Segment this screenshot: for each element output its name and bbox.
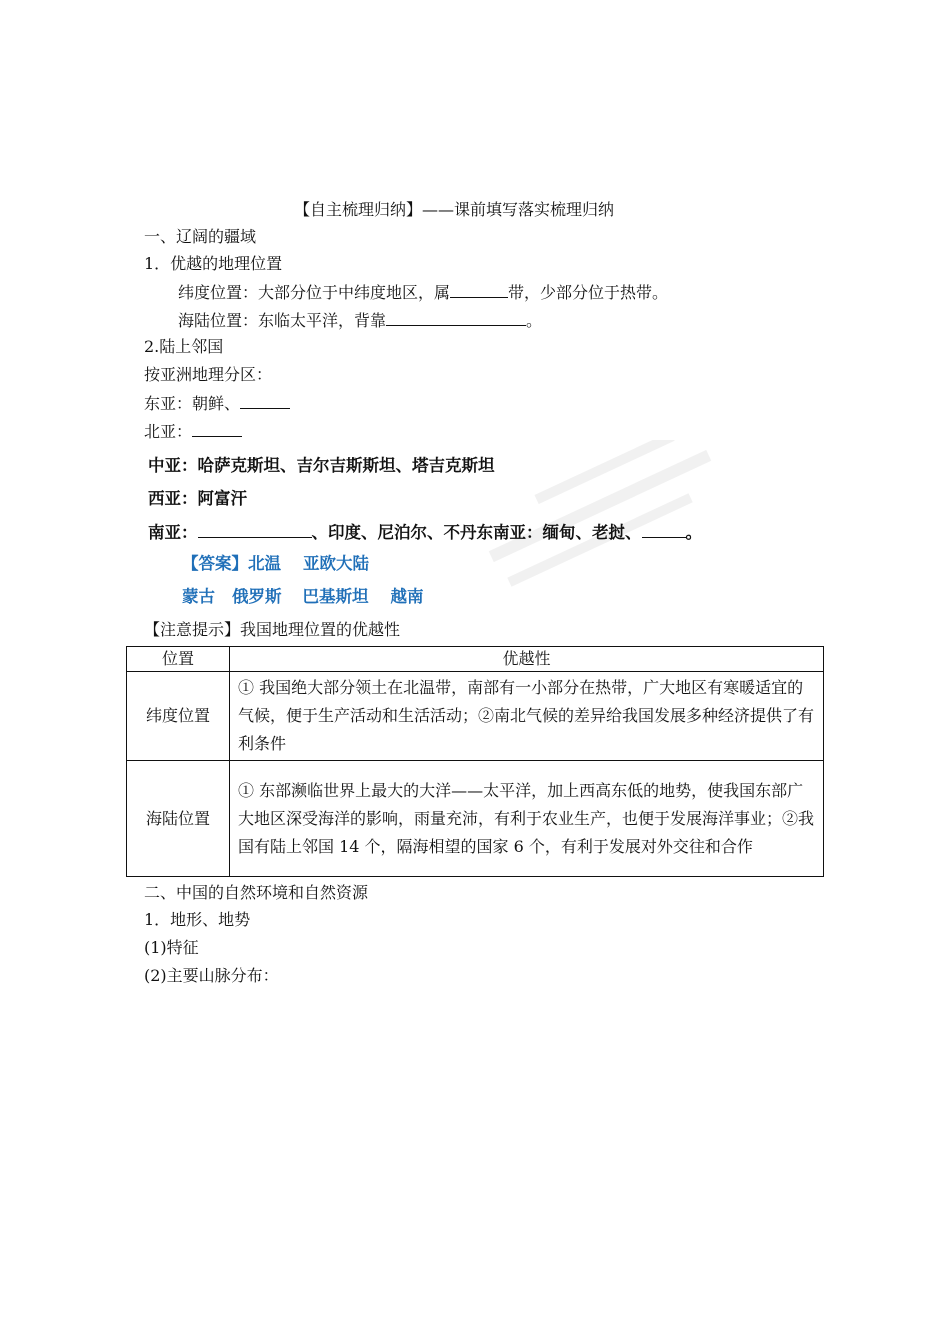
answer-value: 亚欧大陆 bbox=[303, 554, 369, 573]
table-header-row bbox=[127, 647, 824, 672]
answer-value: 巴基斯坦 bbox=[302, 587, 369, 606]
south-asia-middle: 、印度、尼泊尔、不丹东南亚：缅甸、老挝、 bbox=[311, 523, 642, 542]
latitude-line bbox=[178, 281, 668, 304]
south-asia-suffix: 。 bbox=[685, 523, 702, 542]
answer-value: 俄罗斯 bbox=[232, 587, 282, 606]
table-cell-label: 纬度位置 bbox=[127, 672, 230, 761]
north-asia-blank[interactable] bbox=[192, 420, 242, 437]
answer-value: 蒙古 bbox=[182, 587, 215, 606]
sealand-blank[interactable] bbox=[386, 309, 526, 326]
east-asia-text: 东亚：朝鲜、 bbox=[144, 394, 241, 413]
section1-heading: 一、辽阔的疆域 bbox=[144, 227, 257, 246]
sealand-line bbox=[178, 309, 542, 332]
section1-item2: 2.陆上邻国 bbox=[144, 337, 224, 356]
latitude-prefix: 纬度位置：大部分位于中纬度地区，属 bbox=[178, 283, 451, 302]
table-cell-text: ① 我国绝大部分领土在北温带，南部有一小部分在热带，广大地区有寒暖适宜的气候，便于生产活动和生活活动；②南北气候的差异给我国发展多种经济提供了有利条件 bbox=[230, 672, 824, 761]
answer-value: 越南 bbox=[390, 587, 424, 606]
section2-heading: 二、中国的自然环境和自然资源 bbox=[144, 883, 369, 902]
latitude-suffix: 带，少部分位于热带。 bbox=[508, 283, 669, 302]
east-asia-line bbox=[144, 392, 290, 415]
north-asia-line bbox=[144, 420, 242, 443]
section2-sub2: (2)主要山脉分布： bbox=[144, 966, 279, 985]
south-asia-prefix: 南亚： bbox=[148, 523, 198, 542]
table-header-advantage: 优越性 bbox=[230, 647, 824, 672]
page-title: 【自主梳理归纳】——课前填写落实梳理归纳 bbox=[294, 200, 615, 219]
section2-sub1: (1)特征 bbox=[144, 938, 199, 957]
section1-item1: 1．优越的地理位置 bbox=[144, 254, 283, 273]
central-asia-line: 中亚：哈萨克斯坦、吉尔吉斯斯坦、塔吉克斯坦 bbox=[148, 456, 495, 475]
east-asia-blank[interactable] bbox=[240, 392, 290, 409]
table-cell-label: 海陆位置 bbox=[127, 761, 230, 877]
table-header-position: 位置 bbox=[127, 647, 230, 672]
watermark-graphic bbox=[470, 440, 730, 590]
sealand-suffix: 。 bbox=[526, 311, 543, 330]
sealand-prefix: 海陆位置：东临太平洋，背靠 bbox=[178, 311, 387, 330]
table-row bbox=[127, 761, 824, 877]
south-asia-blank[interactable] bbox=[198, 521, 312, 538]
southeast-asia-blank[interactable] bbox=[642, 521, 686, 538]
north-asia-text: 北亚： bbox=[144, 422, 193, 441]
table-row bbox=[127, 672, 824, 761]
advantages-table bbox=[126, 646, 824, 877]
table-cell-text: ① 东部濒临世界上最大的大洋——太平洋，加上西高东低的地势，使我国东部广大地区深受海洋的影响，雨量充沛，有利于农业生产，也便于发展海洋事业；②我国有陆上邻国 14 个，隔海相望的国家 6 个，有利于发展对外交往和合作 bbox=[230, 761, 824, 877]
by-region-label: 按亚洲地理分区： bbox=[144, 365, 273, 384]
section2-item1: 1．地形、地势 bbox=[144, 910, 251, 929]
answer-line-1 bbox=[182, 553, 369, 575]
note-heading: 【注意提示】我国地理位置的优越性 bbox=[144, 620, 401, 639]
south-asia-line bbox=[148, 521, 702, 544]
answer-label: 【答案】北温 bbox=[182, 554, 281, 573]
latitude-blank[interactable] bbox=[450, 281, 508, 298]
west-asia-line: 西亚：阿富汗 bbox=[148, 489, 247, 508]
answer-line-2 bbox=[182, 586, 424, 608]
